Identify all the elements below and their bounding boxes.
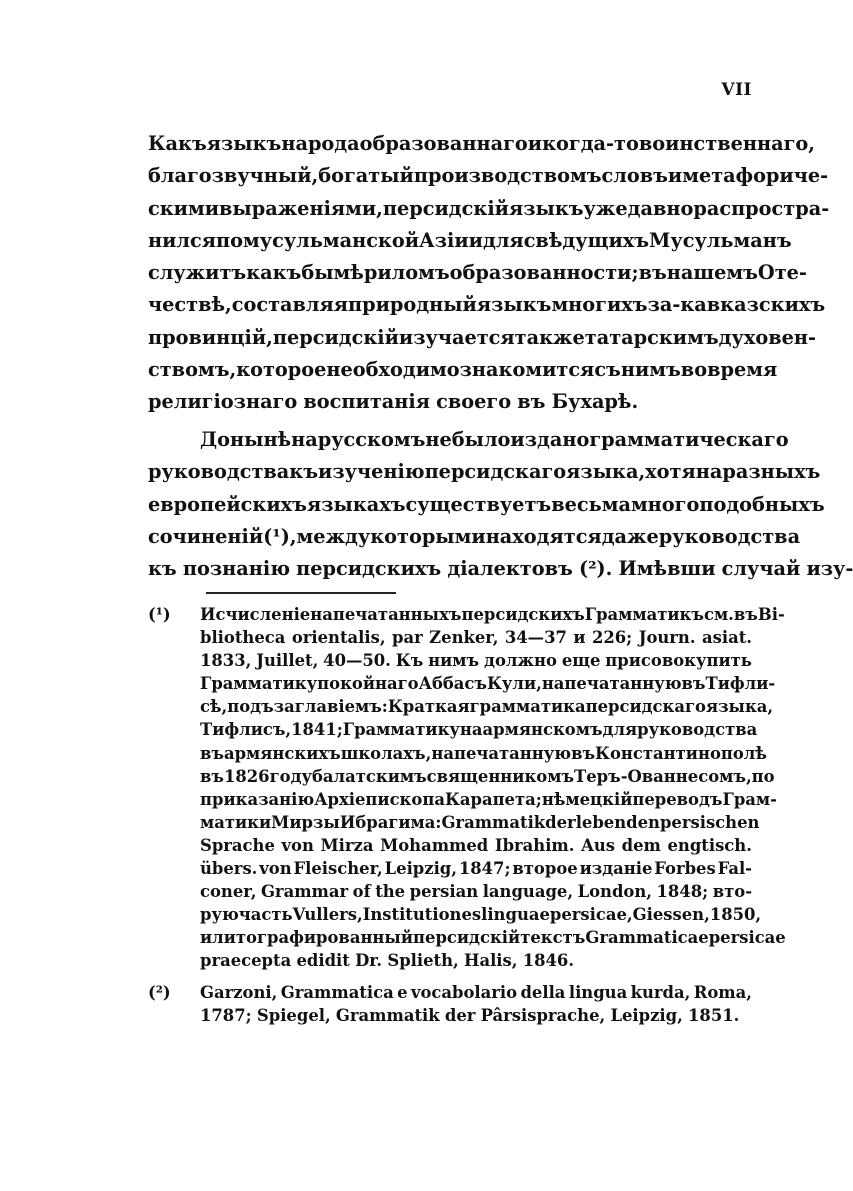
- word: Mohammed: [380, 835, 489, 855]
- word: нѣмецкій: [541, 789, 633, 809]
- word: 1850,: [709, 905, 762, 925]
- word: для: [602, 720, 638, 740]
- word: von: [259, 859, 292, 879]
- word: (¹),: [263, 524, 297, 548]
- word: персидскаго: [424, 460, 567, 484]
- word: не: [425, 428, 452, 451]
- word: когда-то: [542, 132, 639, 155]
- word: Архіепископа: [314, 789, 445, 809]
- text-line: [148, 289, 826, 321]
- text-line: [200, 765, 775, 788]
- text-line: [200, 742, 767, 765]
- text-line: [200, 981, 752, 1004]
- word: русскомъ: [317, 428, 426, 451]
- footnote-2-body: [200, 981, 752, 1027]
- word: persicae: [708, 928, 786, 948]
- word: языкахъ: [306, 492, 406, 516]
- word: Splieth,: [387, 951, 459, 971]
- word: Ибрагима:: [339, 812, 442, 832]
- word: и: [667, 164, 683, 188]
- word: которое: [236, 358, 327, 382]
- word: второе: [512, 859, 578, 879]
- text-line: [148, 257, 807, 289]
- word: какъ: [246, 261, 302, 285]
- word: уже: [583, 196, 628, 220]
- word: провинцій,: [148, 325, 273, 349]
- text-line: [200, 926, 786, 949]
- word: производствомъ: [413, 164, 602, 188]
- word: Grammatica: [280, 983, 394, 1002]
- word: London,: [577, 882, 652, 902]
- word: Journ.: [638, 628, 696, 648]
- word: образованности;: [449, 261, 639, 285]
- word: мусульманской: [242, 228, 420, 252]
- word: Fal-: [717, 859, 752, 879]
- word: текстъ: [520, 928, 586, 948]
- word: между: [296, 524, 371, 548]
- word: духовен-: [718, 325, 816, 349]
- word: къ: [289, 460, 319, 484]
- text-line: [200, 649, 752, 672]
- word: Fleischer,: [293, 859, 383, 879]
- text-line: [200, 949, 752, 972]
- word: издано: [510, 428, 590, 451]
- word: къ: [148, 557, 177, 581]
- word: необходимо: [326, 358, 460, 382]
- word: 1846.: [522, 951, 575, 971]
- word: Грамматикъ: [584, 605, 704, 624]
- word: для: [482, 228, 524, 252]
- text-line: [148, 193, 830, 225]
- word: изученію: [318, 460, 425, 484]
- text-line: [148, 456, 821, 488]
- text-line: [148, 322, 816, 354]
- word: изу-: [806, 557, 853, 581]
- word: Къ: [395, 651, 424, 671]
- word: языкъ: [476, 293, 552, 317]
- word: Кули,: [486, 674, 542, 694]
- word: грамматическаго: [589, 428, 789, 451]
- word: language,: [482, 882, 574, 902]
- word: словъ: [601, 164, 668, 188]
- word: и: [200, 928, 213, 948]
- paragraph-1: [148, 128, 830, 419]
- word: orientalis,: [291, 628, 386, 648]
- word: Leipzig,: [384, 859, 457, 879]
- text-line: [148, 521, 801, 553]
- word: Грам-: [722, 789, 777, 809]
- word: на: [291, 428, 318, 451]
- word: персидскихъ: [296, 557, 442, 581]
- word: переводъ: [632, 789, 723, 809]
- word: бы: [301, 261, 334, 285]
- word: случай: [721, 557, 801, 581]
- word: нился: [148, 228, 216, 252]
- word: метафориче-: [682, 164, 829, 188]
- text-line: [200, 603, 785, 626]
- word: изучается: [398, 325, 515, 349]
- word: Grammar: [260, 882, 349, 902]
- text-line: [200, 718, 758, 741]
- word: praecepta: [200, 951, 292, 971]
- word: 1826: [223, 766, 270, 786]
- word: выраженіями,: [219, 196, 383, 220]
- word: Грамматику: [200, 674, 318, 694]
- word: своего: [436, 390, 512, 414]
- word: Vullers,: [292, 905, 363, 925]
- word: Азіи: [419, 228, 469, 252]
- text-line: [148, 354, 778, 386]
- word: изданіе: [579, 859, 653, 879]
- word: Оте-: [757, 261, 807, 285]
- word: руководства: [637, 720, 758, 740]
- word: языка,: [705, 697, 774, 717]
- word: Garzoni,: [200, 983, 278, 1002]
- word: въ: [571, 743, 596, 763]
- word: Forbes: [654, 859, 716, 879]
- word: подъ: [227, 697, 274, 717]
- word: армянскихъ: [223, 743, 341, 763]
- word: многихъ: [551, 293, 648, 317]
- word: діалектовъ: [447, 557, 573, 581]
- word: coner,: [200, 882, 257, 902]
- word: заглавіемъ:: [273, 697, 388, 717]
- text-line: [148, 160, 829, 192]
- word: даже: [601, 524, 659, 548]
- word: распростра-: [693, 196, 830, 220]
- word: dem: [621, 835, 661, 855]
- word: которыми: [370, 524, 486, 548]
- word: engtisch.: [667, 835, 752, 855]
- word: и: [527, 132, 543, 155]
- word: Карапета;: [444, 789, 542, 809]
- word: природный: [348, 293, 477, 317]
- word: подобныхъ: [699, 492, 825, 516]
- paragraph-2: [148, 424, 853, 585]
- word: образованнаго: [359, 132, 528, 155]
- footnote-separator-rule: [206, 592, 396, 594]
- word: вто-: [712, 882, 752, 902]
- word: служитъ: [148, 261, 247, 285]
- word: богатый: [318, 164, 414, 188]
- word: грамматика: [469, 697, 586, 717]
- word: der: [444, 1006, 476, 1026]
- word: въ: [638, 261, 667, 285]
- text-line: [200, 695, 774, 718]
- word: of: [352, 882, 371, 902]
- word: Mirza: [320, 835, 374, 855]
- word: мѣриломъ: [333, 261, 450, 285]
- word: напечатанную: [431, 743, 572, 763]
- word: находятся: [485, 524, 602, 548]
- word: asiat.: [702, 628, 752, 648]
- word: Мусульманъ: [649, 228, 792, 252]
- word: свѣдущихъ: [523, 228, 650, 252]
- word: рую: [200, 905, 239, 925]
- word: Имѣвши: [618, 557, 716, 581]
- word: сочиненій: [148, 524, 264, 548]
- word: было: [451, 428, 511, 451]
- word: присовокупить: [605, 651, 752, 671]
- word: персидскій: [272, 325, 399, 349]
- word: Ibrahim.: [494, 835, 575, 855]
- word: (²).: [578, 557, 613, 581]
- word: скими: [148, 196, 220, 220]
- word: персидскихъ: [461, 605, 585, 624]
- word: европейскихъ: [148, 492, 307, 516]
- page-number: VII: [721, 80, 752, 100]
- word: e: [397, 983, 408, 1002]
- word: персидскій: [413, 928, 521, 948]
- text-line: [200, 834, 752, 857]
- word: Institutiones: [362, 905, 482, 925]
- text-line: [200, 857, 752, 880]
- word: Константинополѣ: [595, 743, 767, 763]
- word: Aus: [581, 835, 615, 855]
- word: 1841;: [291, 720, 343, 740]
- word: на: [695, 460, 723, 484]
- word: übers.: [200, 859, 258, 879]
- word: Тифлисъ,: [200, 720, 292, 740]
- word: Leipzig,: [610, 1006, 683, 1026]
- word: persian: [409, 882, 479, 902]
- word: на: [459, 720, 483, 740]
- word: par: [392, 628, 423, 648]
- word: von: [281, 835, 314, 855]
- word: познанію: [182, 557, 290, 581]
- word: Мирзы: [271, 812, 340, 832]
- word: армянскомъ: [482, 720, 603, 740]
- word: воспитанія: [303, 390, 430, 414]
- word: persischen: [659, 812, 760, 832]
- word: литографированный: [212, 928, 414, 948]
- word: языкъ: [508, 196, 584, 220]
- word: нимъ: [620, 358, 681, 382]
- word: Аббасъ: [418, 674, 487, 694]
- word: въ: [200, 743, 224, 763]
- word: the: [375, 882, 406, 902]
- word: народа: [281, 132, 360, 155]
- text-line: [148, 386, 752, 418]
- word: съ: [594, 358, 621, 382]
- word: Теръ-Ованнесомъ,: [574, 766, 752, 786]
- word: руководства: [658, 524, 801, 548]
- word: Grammatik: [335, 1006, 440, 1026]
- word: разныхъ: [722, 460, 821, 484]
- word: Halis,: [463, 951, 518, 971]
- footnote-2: [148, 981, 752, 1027]
- word: весьма: [551, 492, 631, 516]
- word: Zenker,: [429, 628, 499, 648]
- word: сѣ,: [200, 697, 228, 717]
- word: Grammatik: [441, 812, 546, 832]
- word: 1787;: [200, 1006, 252, 1026]
- word: языкъ: [206, 132, 282, 155]
- word: религіознаго: [148, 390, 298, 414]
- text-line: [148, 489, 825, 521]
- word: въ: [733, 605, 758, 624]
- word: давно: [627, 196, 694, 220]
- word: во: [680, 358, 708, 382]
- word: см.: [703, 605, 734, 624]
- text-line: [200, 880, 752, 903]
- word: въ: [681, 674, 706, 694]
- word: Донынѣ: [200, 428, 292, 451]
- word: Бухарѣ.: [551, 390, 639, 414]
- footnote-1-body: [200, 603, 786, 973]
- word: edidit: [296, 951, 350, 971]
- word: за-кавказскихъ: [647, 293, 826, 317]
- word: Sprache: [200, 835, 275, 855]
- word: Исчисленіе: [200, 605, 311, 624]
- word: 1847;: [458, 859, 511, 879]
- word: Giessen,: [632, 905, 710, 925]
- text-line: [200, 903, 762, 926]
- word: lingua: [568, 983, 628, 1002]
- footnote-1: [148, 603, 786, 973]
- word: въ: [200, 766, 224, 786]
- word: 40—50.: [323, 651, 391, 671]
- word: часть: [238, 905, 293, 925]
- word: воинственнаго,: [638, 132, 816, 155]
- word: нашемъ: [666, 261, 758, 285]
- word: Грамматику: [342, 720, 460, 740]
- word: и: [468, 228, 483, 252]
- word: существуетъ: [405, 492, 552, 516]
- word: 1833,: [200, 651, 252, 671]
- word: также: [514, 325, 585, 349]
- word: татарскимъ: [584, 325, 719, 349]
- word: много: [630, 492, 700, 516]
- word: linguae: [481, 905, 550, 925]
- word: della: [520, 983, 566, 1002]
- word: священникомъ: [426, 766, 575, 786]
- word: покойнаго: [317, 674, 419, 694]
- text-line: [200, 672, 776, 695]
- word: по: [216, 228, 243, 252]
- word: lebenden: [575, 812, 660, 832]
- word: хотя: [645, 460, 696, 484]
- word: Краткая: [387, 697, 470, 717]
- word: году: [269, 766, 312, 786]
- word: и: [573, 628, 586, 648]
- text-line: [148, 128, 816, 160]
- word: Roma,: [693, 983, 752, 1002]
- word: приказанію: [200, 789, 315, 809]
- word: vocabolario: [410, 983, 518, 1002]
- word: напечатанную: [541, 674, 682, 694]
- text-line: [148, 424, 789, 456]
- word: kurda,: [630, 983, 691, 1002]
- word: persicae,: [549, 905, 633, 925]
- word: должно: [484, 651, 557, 671]
- word: Какъ: [148, 132, 207, 155]
- word: языка,: [566, 460, 646, 484]
- text-line: [148, 553, 853, 585]
- word: ствомъ,: [148, 358, 237, 382]
- word: время: [707, 358, 778, 382]
- word: знакомится: [459, 358, 595, 382]
- word: Bi-: [757, 605, 785, 624]
- word: 226;: [591, 628, 633, 648]
- word: школахъ,: [340, 743, 432, 763]
- word: 1848;: [656, 882, 709, 902]
- word: der: [545, 812, 576, 832]
- word: Pârsisprache,: [480, 1006, 606, 1026]
- text-line: [148, 225, 792, 257]
- word: Dr.: [355, 951, 383, 971]
- word: матики: [200, 812, 272, 832]
- word: благозвучный,: [148, 164, 319, 188]
- word: Grammaticae: [585, 928, 709, 948]
- footnote-2-marker: (²): [148, 983, 171, 1002]
- word: напечатанныхъ: [310, 605, 462, 624]
- word: персидскій: [382, 196, 509, 220]
- word: чествѣ,: [148, 293, 232, 317]
- word: нимъ: [428, 651, 480, 671]
- text-line: [200, 626, 752, 649]
- word: Juillet,: [256, 651, 319, 671]
- text-line: [200, 1004, 752, 1027]
- word: 1851.: [688, 1006, 740, 1026]
- word: Тифли-: [705, 674, 776, 694]
- text-line: [200, 788, 777, 811]
- word: руководства: [148, 460, 290, 484]
- word: по: [751, 766, 775, 786]
- word: въ: [517, 390, 546, 414]
- word: bliotheca: [200, 628, 286, 648]
- word: балатскимъ: [312, 766, 427, 786]
- word: 34—37: [504, 628, 567, 648]
- word: персидскаго: [585, 697, 706, 717]
- word: еще: [561, 651, 601, 671]
- text-line: [200, 811, 760, 834]
- word: составляя: [231, 293, 348, 317]
- footnote-1-marker: (¹): [148, 605, 171, 624]
- word: Spiegel,: [256, 1006, 331, 1026]
